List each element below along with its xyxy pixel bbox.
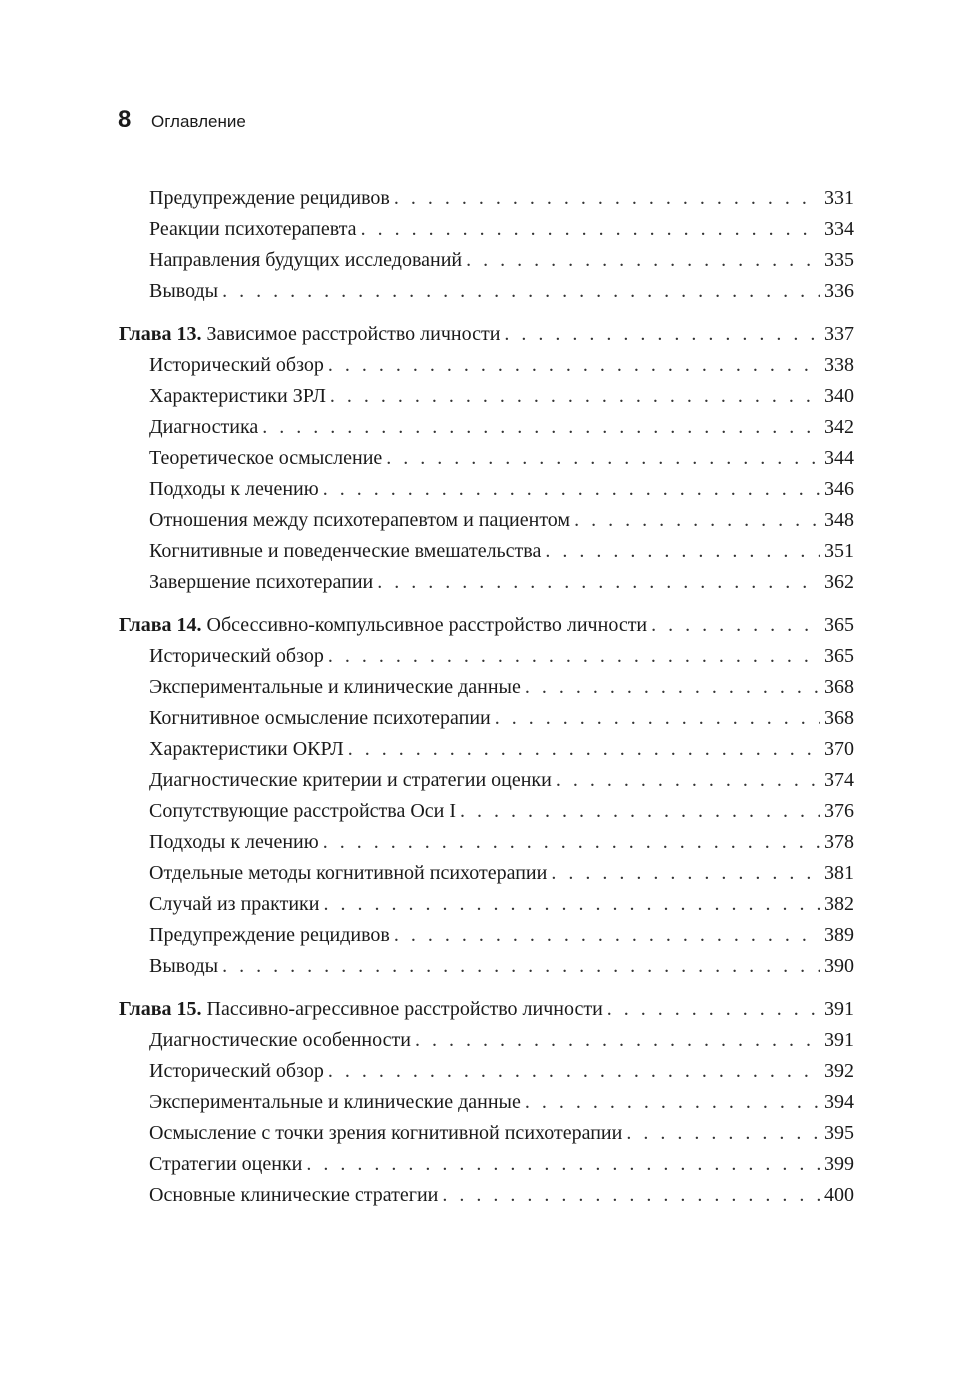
toc-entry-row: [119, 214, 854, 245]
toc-page-number: 381: [824, 862, 854, 884]
toc-entry-title-text: Зависимое расстройство личности: [206, 323, 501, 345]
toc-entry-row: [119, 183, 854, 214]
toc-entry-row: [119, 1056, 854, 1087]
toc-entry-row: [119, 474, 854, 505]
toc-entry-row: [119, 276, 854, 307]
toc-entry-row: [119, 672, 854, 703]
toc-entry-title: [149, 1087, 521, 1118]
toc-page-number: 342: [824, 416, 854, 438]
toc-entry-title-text: Характеристики ОКРЛ: [149, 738, 344, 760]
toc-page-number: 399: [824, 1153, 854, 1175]
dot-leader: [323, 474, 820, 505]
toc-entry-title-text: Диагностические особенности: [149, 1029, 411, 1051]
toc-entry-row: [119, 381, 854, 412]
toc-entry-title: [149, 183, 390, 214]
toc-entry-title: [149, 350, 324, 381]
dot-leader: [386, 443, 820, 474]
toc-page-number: 351: [824, 540, 854, 562]
toc-page-number: 362: [824, 571, 854, 593]
toc-page-number: 336: [824, 280, 854, 302]
toc-entry-title-text: Отдельные методы когнитивной психотерапии: [149, 862, 548, 884]
toc-page-number: 391: [824, 1029, 854, 1051]
toc-entry-title: [149, 703, 491, 734]
toc-entry-title-text: Реакции психотерапевта: [149, 218, 357, 240]
toc-entry-title-text: Когнитивные и поведенческие вмешательства: [149, 540, 542, 562]
toc-entry-title-text: Подходы к лечению: [149, 478, 319, 500]
toc-entry-row: [119, 505, 854, 536]
dot-leader: [574, 505, 820, 536]
toc-entry-title-text: Отношения между психотерапевтом и пациентом: [149, 509, 571, 531]
toc-page-number: 370: [824, 738, 854, 760]
toc-entry-row: [119, 1118, 854, 1149]
toc-entry-title: [149, 734, 344, 765]
toc-entry-title-text: Стратегии оценки: [149, 1153, 303, 1175]
toc-entry-row: [119, 412, 854, 443]
toc-entry-title-text: Направления будущих исследований: [149, 249, 463, 271]
dot-leader: [545, 536, 820, 567]
toc-entry-title: [149, 443, 382, 474]
toc-page-number: 389: [824, 924, 854, 946]
dot-leader: [525, 1087, 820, 1118]
toc-page-number: 334: [824, 218, 854, 240]
toc-page-number: 374: [824, 769, 854, 791]
dot-leader: [377, 567, 820, 598]
dot-leader: [556, 765, 820, 796]
toc-page-number: 378: [824, 831, 854, 853]
toc-entry-title: [119, 994, 603, 1025]
toc-page-number: 382: [824, 893, 854, 915]
toc-entry-row: [119, 1087, 854, 1118]
toc-entry-title: [149, 245, 462, 276]
toc-page-number: 331: [824, 187, 854, 209]
toc-entry-title: [149, 796, 456, 827]
table-of-contents: [119, 183, 854, 1211]
dot-leader: [262, 412, 820, 443]
toc-entry-row: [119, 858, 854, 889]
dot-leader: [460, 796, 820, 827]
toc-page-number: 346: [824, 478, 854, 500]
dot-leader: [626, 1118, 820, 1149]
toc-entry-title-text: Осмысление с точки зрения когнитивной психотерапии: [149, 1122, 623, 1144]
dot-leader: [222, 276, 820, 307]
toc-entry-title: [149, 536, 541, 567]
toc-entry-row: [119, 1025, 854, 1056]
dot-leader: [525, 672, 820, 703]
toc-entry-title: [149, 765, 552, 796]
toc-entry-row: [119, 796, 854, 827]
toc-entry-title-text: Выводы: [149, 280, 219, 302]
toc-page-number: 368: [824, 676, 854, 698]
toc-entry-title-text: Завершение психотерапии: [149, 571, 374, 593]
toc-entry-row: [119, 765, 854, 796]
dot-leader: [651, 610, 820, 641]
toc-entry-title: [149, 412, 258, 443]
toc-entry-title-text: Экспериментальные и клинические данные: [149, 1091, 521, 1113]
dot-leader: [222, 951, 820, 982]
toc-entry-title-text: Случай из практики: [149, 893, 320, 915]
toc-entry-title: [149, 1025, 411, 1056]
toc-entry-title: [119, 610, 647, 641]
toc-entry-title: [149, 505, 570, 536]
toc-entry-title: [149, 1118, 622, 1149]
chapter-label: Глава 14.: [119, 614, 202, 636]
chapter-label: Глава 15.: [119, 998, 202, 1020]
dot-leader: [551, 858, 820, 889]
toc-entry-title: [149, 672, 521, 703]
dot-leader: [330, 381, 820, 412]
dot-leader: [323, 827, 820, 858]
running-head: [118, 106, 246, 134]
toc-entry-title: [149, 276, 218, 307]
toc-entry-title-text: Теоретическое осмысление: [149, 447, 383, 469]
toc-entry-row: [119, 920, 854, 951]
toc-entry-title: [149, 641, 324, 672]
toc-page-number: 340: [824, 385, 854, 407]
toc-page-number: 392: [824, 1060, 854, 1082]
toc-entry-title-text: Сопутствующие расстройства Оси I: [149, 800, 457, 822]
dot-leader: [361, 214, 820, 245]
dot-leader: [323, 889, 820, 920]
toc-page-number: 394: [824, 1091, 854, 1113]
toc-page-number: 391: [824, 998, 854, 1020]
toc-entry-title: [149, 214, 357, 245]
section-name: Оглавление: [151, 112, 246, 131]
toc-entry-title-text: Диагностические критерии и стратегии оценки: [149, 769, 552, 791]
dot-leader: [328, 1056, 820, 1087]
toc-page-number: 337: [824, 323, 854, 345]
toc-page-number: 338: [824, 354, 854, 376]
toc-entry-title: [119, 319, 500, 350]
toc-entry-title: [149, 1180, 438, 1211]
dot-leader: [504, 319, 820, 350]
toc-entry-title-text: Подходы к лечению: [149, 831, 319, 853]
toc-page-number: 365: [824, 645, 854, 667]
dot-leader: [442, 1180, 820, 1211]
toc-page-number: 348: [824, 509, 854, 531]
toc-entry-row: [119, 827, 854, 858]
dot-leader: [394, 183, 820, 214]
dot-leader: [328, 350, 820, 381]
toc-entry-title-text: Основные клинические стратегии: [149, 1184, 439, 1206]
toc-entry-row: [119, 1180, 854, 1211]
toc-entry-title-text: Предупреждение рецидивов: [149, 924, 390, 946]
toc-entry-title-text: Выводы: [149, 955, 219, 977]
toc-chapter-row: [119, 319, 854, 350]
dot-leader: [466, 245, 820, 276]
toc-page-number: 395: [824, 1122, 854, 1144]
dot-leader: [415, 1025, 820, 1056]
toc-page-number: 376: [824, 800, 854, 822]
toc-page-number: 335: [824, 249, 854, 271]
toc-entry-row: [119, 889, 854, 920]
toc-entry-title-text: Исторический обзор: [149, 645, 324, 667]
dot-leader: [607, 994, 820, 1025]
dot-leader: [348, 734, 820, 765]
toc-entry-title: [149, 1149, 302, 1180]
toc-page-number: 344: [824, 447, 854, 469]
toc-entry-row: [119, 951, 854, 982]
toc-entry-title: [149, 1056, 324, 1087]
toc-entry-title-text: Характеристики ЗРЛ: [149, 385, 326, 407]
toc-entry-title-text: Исторический обзор: [149, 354, 324, 376]
toc-page-number: 400: [824, 1184, 854, 1206]
toc-entry-title: [149, 889, 319, 920]
toc-entry-title-text: Когнитивное осмысление психотерапии: [149, 707, 491, 729]
toc-entry-title: [149, 381, 326, 412]
toc-entry-title: [149, 858, 547, 889]
toc-entry-row: [119, 443, 854, 474]
toc-entry-row: [119, 350, 854, 381]
toc-entry-row: [119, 1149, 854, 1180]
toc-page-number: 390: [824, 955, 854, 977]
dot-leader: [495, 703, 820, 734]
toc-entry-title: [149, 920, 390, 951]
toc-entry-row: [119, 734, 854, 765]
toc-entry-row: [119, 641, 854, 672]
toc-entry-title-text: Предупреждение рецидивов: [149, 187, 390, 209]
toc-page-number: 365: [824, 614, 854, 636]
chapter-label: Глава 13.: [119, 323, 202, 345]
toc-entry-title-text: Диагностика: [149, 416, 259, 438]
toc-entry-row: [119, 567, 854, 598]
toc-entry-title-text: Экспериментальные и клинические данные: [149, 676, 521, 698]
toc-entry-row: [119, 536, 854, 567]
page-number: 8: [118, 106, 132, 133]
toc-chapter-row: [119, 994, 854, 1025]
toc-entry-row: [119, 703, 854, 734]
dot-leader: [394, 920, 820, 951]
dot-leader: [328, 641, 820, 672]
toc-entry-row: [119, 245, 854, 276]
toc-entry-title: [149, 951, 218, 982]
toc-entry-title-text: Обсессивно-компульсивное расстройство личности: [206, 614, 648, 636]
toc-entry-title: [149, 567, 373, 598]
toc-entry-title: [149, 474, 319, 505]
toc-entry-title: [149, 827, 319, 858]
dot-leader: [306, 1149, 820, 1180]
toc-chapter-row: [119, 610, 854, 641]
toc-page-number: 368: [824, 707, 854, 729]
toc-entry-title-text: Пассивно-агрессивное расстройство личности: [206, 998, 603, 1020]
toc-entry-title-text: Исторический обзор: [149, 1060, 324, 1082]
